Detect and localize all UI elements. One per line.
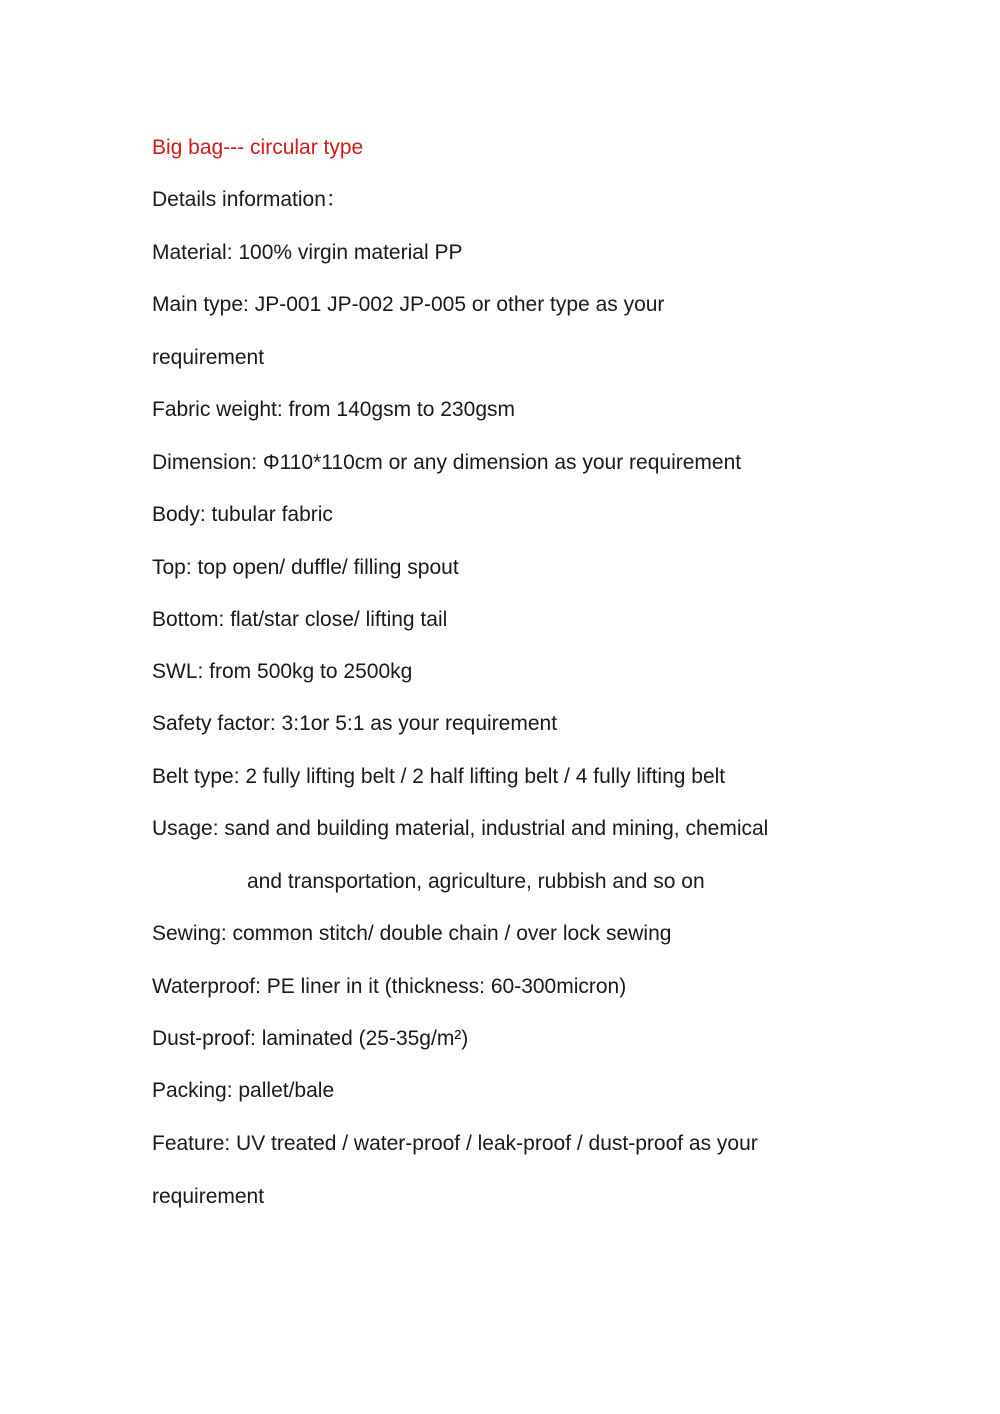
spec-fabric-weight: Fabric weight: from 140gsm to 230gsm [152,398,515,421]
document-title: Big bag--- circular type [152,136,364,159]
spec-usage-continued: and transportation, agriculture, rubbish and so on [247,870,705,893]
spec-dust-proof: Dust-proof: laminated (25-35g/m²) [152,1027,469,1050]
spec-usage: Usage: sand and building material, industrial and mining, chemical [152,817,769,840]
spec-feature: Feature: UV treated / water-proof / leak-proof / dust-proof as your [152,1132,758,1155]
spec-waterproof: Waterproof: PE liner in it (thickness: 60-300micron) [152,975,627,998]
spec-feature-continued: requirement [152,1185,265,1208]
spec-material: Material: 100% virgin material PP [152,241,463,264]
spec-body: Body: tubular fabric [152,503,333,526]
spec-packing: Packing: pallet/bale [152,1079,335,1102]
spec-sewing: Sewing: common stitch/ double chain / over lock sewing [152,922,672,945]
details-heading: Details information： [152,188,347,211]
spec-swl: SWL: from 500kg to 2500kg [152,660,413,683]
spec-safety-factor: Safety factor: 3:1or 5:1 as your requirement [152,712,558,735]
spec-bottom: Bottom: flat/star close/ lifting tail [152,608,448,631]
spec-belt-type: Belt type: 2 fully lifting belt / 2 half lifting belt / 4 fully lifting belt [152,765,726,788]
spec-main-type-continued: requirement [152,346,265,369]
spec-top: Top: top open/ duffle/ filling spout [152,556,459,579]
spec-main-type: Main type: JP-001 JP-002 JP-005 or other type as your [152,293,665,316]
spec-dimension: Dimension: Φ110*110cm or any dimension as your requirement [152,451,742,474]
